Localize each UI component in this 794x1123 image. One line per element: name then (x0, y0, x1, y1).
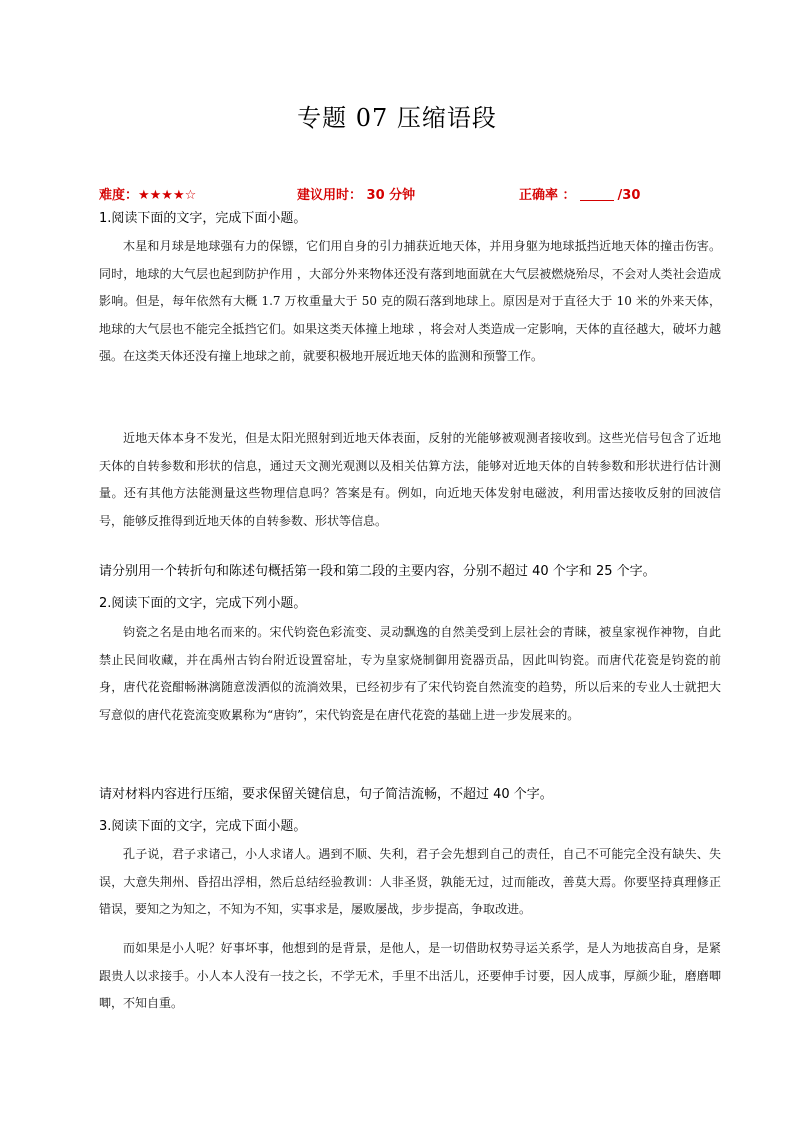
question-3-paragraph-2: 而如果是小人呢？好事坏事，他想到的是背景，是他人，是一切借助权势寻运关系学，是人为地拔高自身，是紧跟贵人以求接手。小人本人没有一技之长，不学无术，手里不出活儿，还要伸手讨要，因人成事，厚颜少耻，磨磨唧唧，不知自重。 (99, 941, 721, 1011)
accuracy-total: /30 (617, 188, 641, 203)
suggested-time-value: 30 分钟 (366, 188, 416, 203)
score-blank (580, 199, 614, 201)
question-2-heading: 2.阅读下面的文字，完成下列小题。 (99, 596, 307, 611)
accuracy-score (519, 184, 640, 203)
question-2-prompt: 请对材料内容进行压缩，要求保留关键信息，句子简洁流畅，不超过 40 个字。 (99, 787, 553, 802)
suggested-time (297, 184, 415, 203)
question-3-heading: 3.阅读下面的文字，完成下面小题。 (99, 819, 307, 834)
question-2-paragraph-1: 钧瓷之名是由地名而来的。宋代钧瓷色彩流变、灵动飘逸的自然美受到上层社会的青睐，被皇家视作神物，自此禁止民间收藏，并在禹州古钧台附近设置窑址，专为皇家烧制御用瓷器贡品，因此叫钧瓷。而唐代花瓷是钧瓷的前身，唐代花瓷酣畅淋漓随意泼洒似的流淌效果，已经初步有了宋代钧瓷自然流变的趋势，所以后来的专业人士就把大写意似的唐代花瓷流变败累称为“唐钧”，宋代钧瓷是在唐代花瓷的基础上进一步发展来的。 (99, 625, 721, 722)
question-3-paragraph-1: 孔子说，君子求诸己，小人求诸人。遇到不顺、失利，君子会先想到自己的责任，自己不可能完全没有缺失、失误，大意失荆州、昏招出浮相，然后总结经验教训：人非圣贤，孰能无过，过而能改，善莫大焉。你要坚持真理修正错误，要知之为知之，不知为不知，实事求是，屡败屡战，步步提高，争取改进。 (99, 847, 721, 917)
suggested-time-label: 建议用时： (297, 188, 363, 203)
page-title: 专题 07 压缩语段 (297, 104, 497, 132)
question-1-paragraph-2: 近地天体本身不发光，但是太阳光照射到近地天体表面，反射的光能够被观测者接收到。这些光信号包含了近地天体的自转参数和形状的信息，通过天文测光观测以及相关估算方法，能够对近地天体的自转参数和形状进行估计测量。还有其他方法能测量这些物理信息吗？答案是有。例如，向近地天体发射电磁波，利用雷达接收反射的回波信号，能够反推得到近地天体的自转参数、形状等信息。 (99, 431, 721, 528)
question-1-heading: 1.阅读下面的文字，完成下面小题。 (99, 211, 307, 226)
difficulty-rating: 难度：★★★★☆ (99, 188, 197, 203)
question-1-prompt: 请分别用一个转折句和陈述句概括第一段和第二段的主要内容，分别不超过 40 个字和 25 个字。 (99, 564, 656, 579)
accuracy-label: 正确率 ： (519, 188, 576, 203)
question-1-paragraph-1: 木星和月球是地球强有力的保镖，它们用自身的引力捕获近地天体，并用身躯为地球抵挡近地天体的撞击伤害。同时，地球的大气层也起到防护作用 ，大部分外来物体还没有落到地面就在大气层被燃烧殆尽，不会对人类社会造成影响。但是，每年依然有大概 1.7 万枚重量大于 50 克的陨石落到地球上。原因是对于直径大于 10 米的外来天体，地球的大气层也不能完全抵挡它们。如果这类天体撞上地球 ，将会对人类造成一定影响，天体的直径越大，破坏力越强。在这类天体还没有撞上地球之前，就要积极地开展近地天体的监测和预警工作。 (99, 239, 721, 364)
